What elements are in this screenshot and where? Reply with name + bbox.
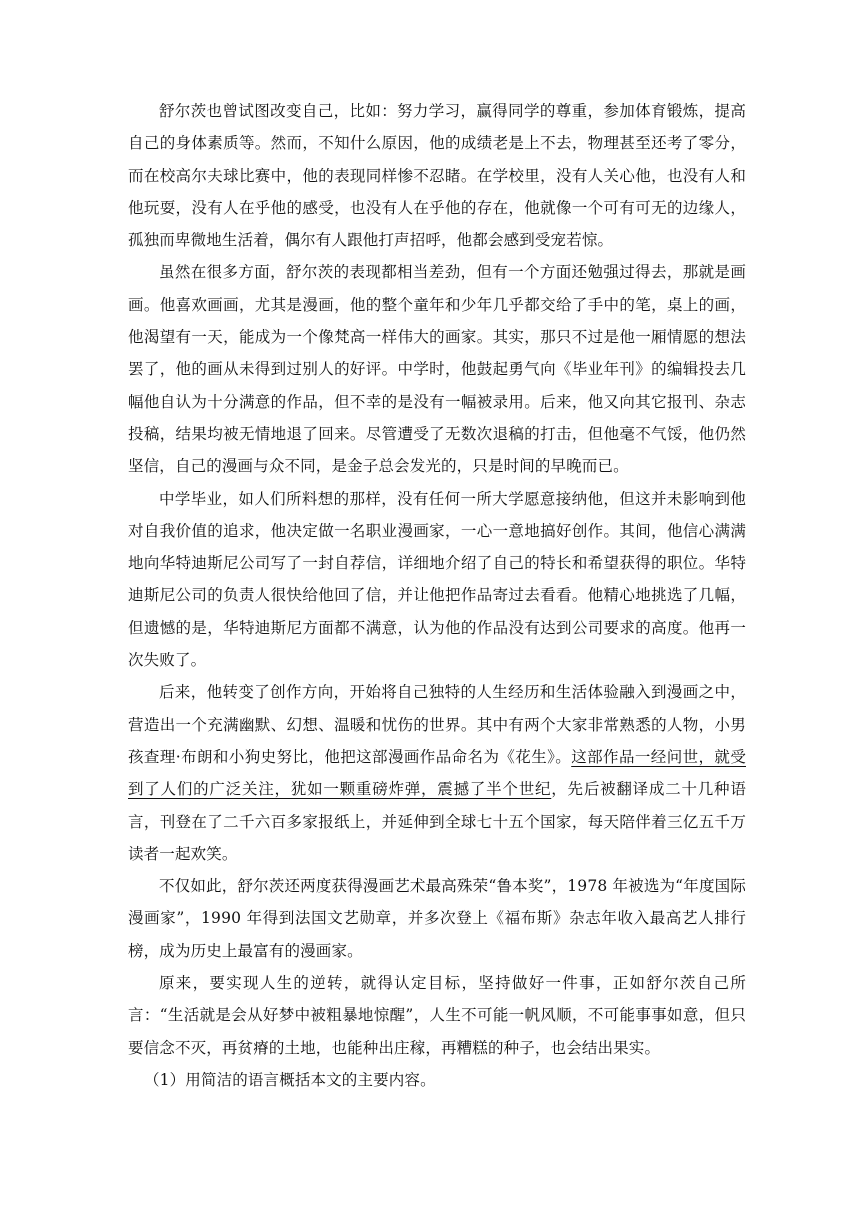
paragraph-4-text-after: ，先后被翻译成二十几种语言，刊登在了二千六百多家报纸上，并延伸到全球七十五个国家，每天陪伴着三亿五千万读者一起欢笑。 — [128, 780, 746, 863]
underlined-sentence: 这部作品一经问世，就受到了人们的广泛关注，犹如一颗重磅炸弹，震撼了半个世纪 — [128, 747, 746, 799]
paragraph-4 — [128, 676, 746, 870]
paragraph-1: 舒尔茨也曾试图改变自己，比如：努力学习，赢得同学的尊重，参加体育锻炼，提高自己的身体素质等。然而，不知什么原因，他的成绩老是上不去，物理甚至还考了零分，而在校高尔夫球比赛中，他的表现同样惨不忍睹。在学校里，没有人关心他，也没有人和他玩耍，没有人在乎他的感受，也没有人在乎他的存在，他就像一个可有可无的边缘人，孤独而卑微地生活着，偶尔有人跟他打声招呼，他都会感到受宠若惊。 — [128, 102, 746, 250]
paragraph-2: 虽然在很多方面，舒尔茨的表现都相当差劲，但有一个方面还勉强过得去，那就是画画。他喜欢画画，尤其是漫画，他的整个童年和少年几乎都交给了手中的笔，桌上的画，他渴望有一天，能成为一个像梵高一样伟大的画家。其实，那只不过是他一厢情愿的想法罢了，他的画从未得到过别人的好评。中学时，他鼓起勇气向《毕业年刊》的编辑投去几幅他自认为十分满意的作品，但不幸的是没有一幅被录用。后来，他又向其它报刊、杂志投稿，结果均被无情地退了回来。尽管遭受了无数次退稿的打击，但他毫不气馁，他仍然坚信，自己的漫画与众不同，是金子总会发光的，只是时间的早晚而已。 — [128, 263, 746, 476]
paragraph-5: 不仅如此，舒尔茨还两度获得漫画艺术最高殊荣“鲁本奖”，1978 年被选为“年度国际漫画家”，1990 年得到法国文艺勋章，并多次登上《福布斯》杂志年收入最高艺人排行榜，成为历史上最富有的漫画家。 — [128, 877, 746, 960]
document-body — [128, 95, 746, 1096]
paragraph-6: 原来，要实现人生的逆转，就得认定目标，坚持做好一件事，正如舒尔茨自己所言：“生活就是会从好梦中被粗暴地惊醒”，人生不可能一帆风顺，不可能事事如意，但只要信念不灭，再贫瘠的土地，也能种出庄稼，再糟糕的种子，也会结出果实。 — [128, 974, 746, 1057]
paragraph-4-text-before: 后来，他转变了创作方向，开始将自己独特的人生经历和生活体验融入到漫画之中，营造出一个充满幽默、幻想、温暖和忧伤的世界。其中有两个大家非常熟悉的人物，小男孩查理·布朗和小狗史努比，他把这部漫画作品命名为《花生》。 — [128, 683, 746, 766]
question-1: （1）用简洁的语言概括本文的主要内容。 — [144, 1070, 436, 1089]
paragraph-3: 中学毕业，如人们所料想的那样，没有任何一所大学愿意接纳他，但这并未影响到他对自我价值的追求，他决定做一名职业漫画家，一心一意地搞好创作。其间，他信心满满地向华特迪斯尼公司写了一封自荐信，详细地介绍了自己的特长和希望获得的职位。华特迪斯尼公司的负责人很快给他回了信，并让他把作品寄过去看看。他精心地挑选了几幅，但遗憾的是，华特迪斯尼方面都不满意，认为他的作品没有达到公司要求的高度。他再一次失败了。 — [128, 489, 746, 670]
